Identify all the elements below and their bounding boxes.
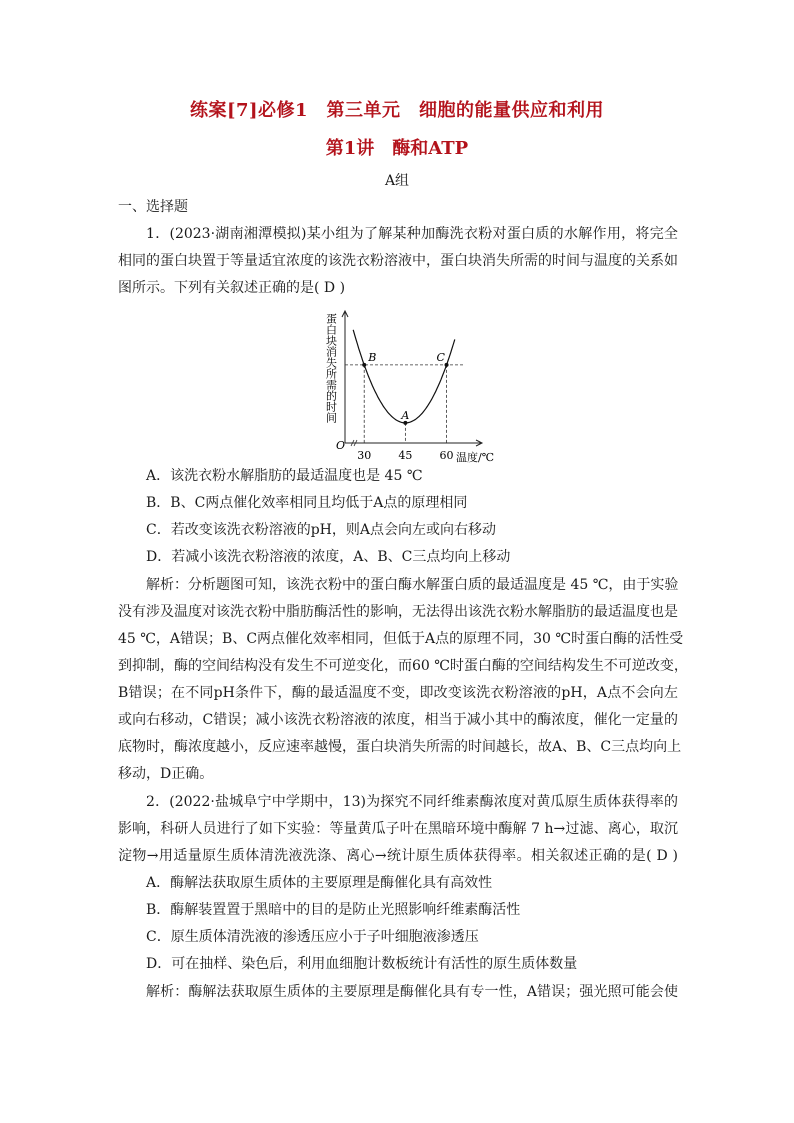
q2-stem-line: 2．(2022·盐城阜宁中学期中，13)为探究不同纤维素酶浓度对黄瓜原生质体获得率的 (146, 794, 678, 810)
q2-option-d: D．可在抽样、染色后，利用血细胞计数板统计有活性的原生质体数量 (146, 956, 578, 972)
group-label: A组 (384, 173, 410, 189)
q1-option-a: A．该洗衣粉水解脂肪的最适温度也是 45 ℃ (146, 468, 423, 484)
x-axis-label: 温度/℃ (456, 451, 495, 464)
q1-analysis-line: 解析：分析题图可知，该洗衣粉中的蛋白酶水解蛋白质的最适温度是 45 ℃，由于实验 (146, 577, 679, 593)
q1-analysis-line: 或向右移动，C错误；减小该洗衣粉溶液的浓度，相当于减小其中的酶浓度，催化一定量的 (118, 712, 678, 728)
q1-analysis-line: 45 ℃，A错误；B、C两点催化效率相同，但低于A点的原理不同，30 ℃时蛋白酶的活性受 (118, 631, 684, 647)
q2-stem-line: 影响，科研人员进行了如下实验：等量黄瓜子叶在黑暗环境中酶解 7 h→过滤、离心，取沉 (118, 821, 678, 837)
point-c (445, 363, 449, 367)
q1-analysis-line: 移动，D正确。 (118, 766, 214, 782)
origin-label: O (336, 439, 346, 452)
q1-option-b: B．B、C两点催化效率相同且均低于A点的原理相同 (146, 495, 468, 511)
lesson-title: 第1讲 酶和ATP (325, 138, 469, 159)
point-label-b: B (368, 350, 377, 364)
temperature-time-chart (310, 305, 495, 465)
point-b (362, 363, 366, 367)
x-tick-label: 30 (357, 449, 372, 462)
page-title: 练案[7]必修1 第三单元 细胞的能量供应和利用 (189, 100, 605, 121)
q2-stem-line: 淀物→用适量原生质体清洗液洗涤、离心→统计原生质体获得率。相关叙述正确的是( D ) (118, 848, 678, 864)
q2-option-c: C．原生质体清洗液的渗透压应小于子叶细胞液渗透压 (146, 929, 479, 945)
q1-analysis-line: 底物时，酶浓度越小，反应速率越慢，蛋白块消失所需的时间越长，故A、B、C三点均向上 (118, 739, 682, 755)
x-tick-label: 60 (439, 449, 454, 462)
q1-analysis-line: 到抑制，酶的空间结构没有发生不可逆变化，而60 ℃时蛋白酶的空间结构发生不可逆改变， (118, 658, 688, 674)
y-axis-label: 蛋白块消失所需的时间 (324, 313, 338, 423)
q1-analysis-line: 没有涉及温度对该洗衣粉中脂肪酶活性的影响，无法得出该洗衣粉水解脂肪的最适温度也是 (118, 604, 678, 620)
x-tick-label: 45 (398, 449, 413, 462)
q2-analysis-line: 解析：酶解法获取原生质体的主要原理是酶催化具有专一性，A错误；强光照可能会使 (146, 984, 678, 1000)
q1-option-c: C．若改变该洗衣粉溶液的pH，则A点会向左或向右移动 (146, 522, 496, 538)
section-heading: 一、选择题 (118, 199, 188, 215)
point-label-a: A (401, 408, 410, 422)
q1-option-d: D．若减小该洗衣粉溶液的浓度，A、B、C三点均向上移动 (146, 549, 511, 565)
q1-stem-line: 图所示。下列有关叙述正确的是( D ) (118, 280, 346, 296)
q1-stem-line: 相同的蛋白块置于等量适宜浓度的该洗衣粉溶液中，蛋白块消失所需的时间与温度的关系如 (118, 253, 678, 269)
point-label-c: C (436, 350, 445, 364)
q2-option-a: A．酶解法获取原生质体的主要原理是酶催化具有高效性 (146, 875, 493, 891)
q2-option-b: B．酶解装置置于黑暗中的目的是防止光照影响纤维素酶活性 (146, 902, 521, 918)
q1-stem-line: 1．(2023·湖南湘潭模拟)某小组为了解某种加酶洗衣粉对蛋白质的水解作用，将完全 (146, 226, 678, 242)
q1-analysis-line: B错误；在不同pH条件下，酶的最适温度不变，即改变该洗衣粉溶液的pH，A点不会向左 (118, 685, 678, 701)
